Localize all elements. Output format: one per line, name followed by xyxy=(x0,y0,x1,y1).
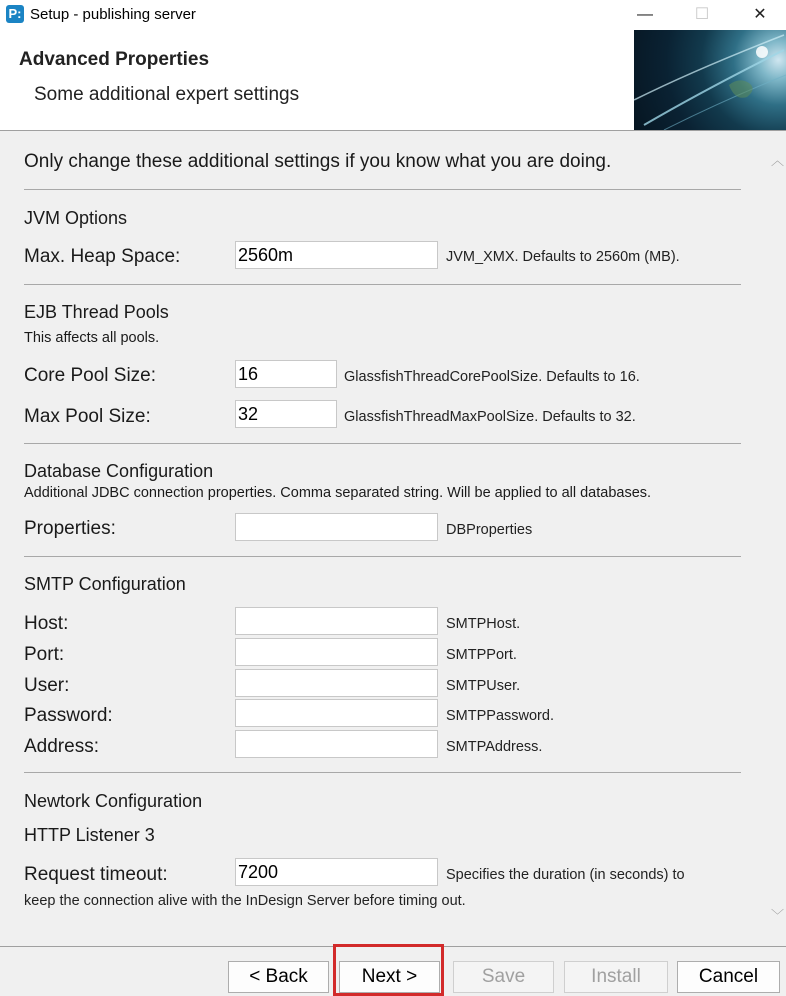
smtp-host-hint: SMTPHost. xyxy=(446,616,521,632)
divider xyxy=(24,189,741,190)
cancel-button[interactable]: Cancel xyxy=(677,961,780,993)
window-title: Setup - publishing server xyxy=(30,6,196,23)
smtp-address-input[interactable] xyxy=(235,730,438,758)
page-subtitle: Some additional expert settings xyxy=(34,84,300,105)
request-timeout-hint-cont: keep the connection alive with the InDesign Server before timing out. xyxy=(24,893,466,909)
app-logo-icon: P: xyxy=(6,5,24,23)
http-listener-label: HTTP Listener 3 xyxy=(24,825,155,845)
smtp-password-input[interactable] xyxy=(235,699,438,727)
jvm-heading: JVM Options xyxy=(24,208,128,228)
title-bar xyxy=(0,0,786,30)
intro-text: Only change these additional settings if you know what you are doing. xyxy=(24,151,612,172)
ejb-heading: EJB Thread Pools xyxy=(24,302,169,322)
smtp-port-label: Port: xyxy=(24,644,65,665)
request-timeout-label: Request timeout: xyxy=(24,864,168,885)
max-pool-hint: GlassfishThreadMaxPoolSize. Defaults to 32. xyxy=(344,409,636,425)
db-note: Additional JDBC connection properties. Comma separated string. Will be applied to all databases. xyxy=(24,485,652,501)
max-pool-input[interactable] xyxy=(235,400,337,428)
minimize-button[interactable]: — xyxy=(637,6,653,23)
network-heading: Newtork Configuration xyxy=(24,791,203,811)
wizard-header xyxy=(0,30,786,131)
install-button[interactable]: Install xyxy=(564,961,668,993)
next-button[interactable]: Next > xyxy=(339,961,440,993)
back-button[interactable]: < Back xyxy=(228,961,329,993)
divider xyxy=(24,772,741,773)
core-pool-input[interactable] xyxy=(235,360,337,388)
smtp-address-hint: SMTPAddress. xyxy=(446,739,543,755)
smtp-user-input[interactable] xyxy=(235,669,438,697)
smtp-port-hint: SMTPPort. xyxy=(446,647,517,663)
heap-label: Max. Heap Space: xyxy=(24,246,181,267)
smtp-heading: SMTP Configuration xyxy=(24,574,186,594)
request-timeout-input[interactable] xyxy=(235,858,438,886)
smtp-user-label: User: xyxy=(24,675,70,696)
properties-label: Properties: xyxy=(24,518,116,539)
core-pool-hint: GlassfishThreadCorePoolSize. Defaults to 16. xyxy=(344,369,640,385)
smtp-port-input[interactable] xyxy=(235,638,438,666)
close-button[interactable]: ✕ xyxy=(753,6,767,23)
db-heading: Database Configuration xyxy=(24,461,214,481)
heap-space-input[interactable] xyxy=(235,241,438,269)
ejb-note: This affects all pools. xyxy=(24,330,160,346)
smtp-host-label: Host: xyxy=(24,613,69,634)
earth-image-icon xyxy=(634,30,786,130)
scroll-down-icon[interactable]: ﹀ xyxy=(771,908,785,923)
divider xyxy=(24,443,741,444)
divider xyxy=(24,284,741,285)
smtp-address-label: Address: xyxy=(24,736,99,757)
page-title: Advanced Properties xyxy=(19,49,210,70)
smtp-password-label: Password: xyxy=(24,705,113,726)
save-button[interactable]: Save xyxy=(453,961,554,993)
divider xyxy=(24,556,741,557)
request-timeout-hint: Specifies the duration (in seconds) to xyxy=(446,867,685,883)
next-highlight-box xyxy=(333,944,444,996)
scroll-up-icon[interactable]: ︿ xyxy=(771,153,785,168)
smtp-password-hint: SMTPPassword. xyxy=(446,708,554,724)
heap-hint: JVM_XMX. Defaults to 2560m (MB). xyxy=(446,249,680,265)
smtp-user-hint: SMTPUser. xyxy=(446,678,521,694)
core-pool-label: Core Pool Size: xyxy=(24,365,157,386)
db-properties-input[interactable] xyxy=(235,513,438,541)
db-properties-hint: DBProperties xyxy=(446,522,533,538)
maximize-button[interactable]: ☐ xyxy=(694,6,710,23)
max-pool-label: Max Pool Size: xyxy=(24,406,151,427)
smtp-host-input[interactable] xyxy=(235,607,438,635)
